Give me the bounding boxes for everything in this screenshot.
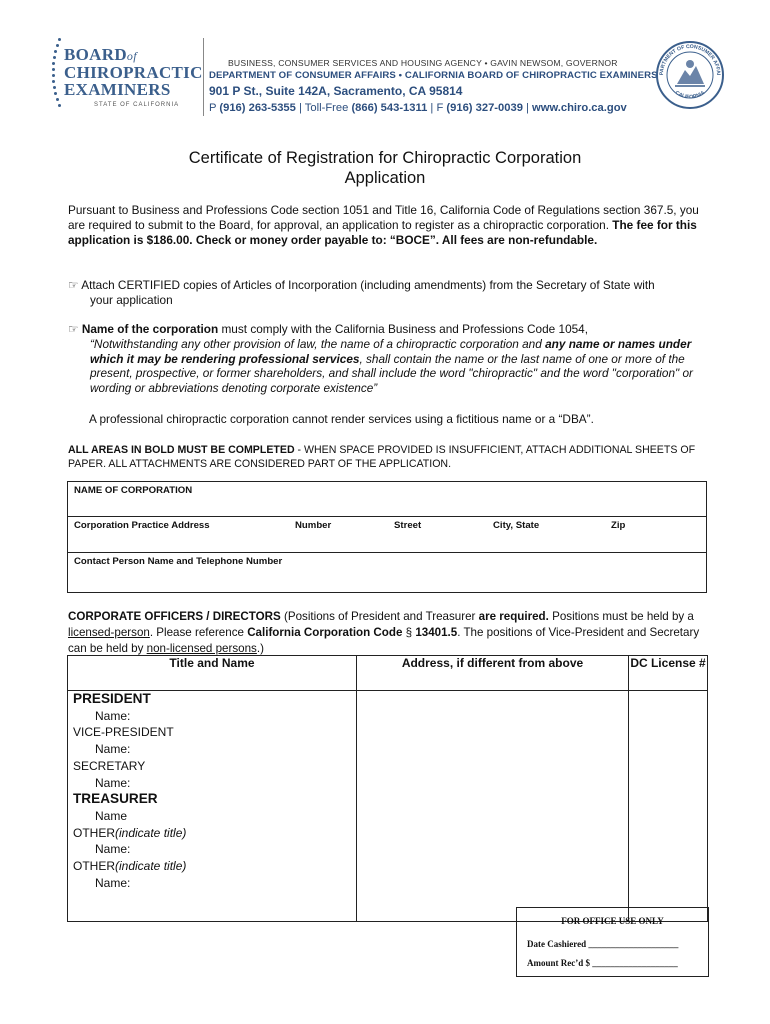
corporation-info-box [67,481,707,593]
officer-address-cell[interactable] [357,691,629,922]
contact-person-field[interactable]: Contact Person Name and Telephone Number [74,556,283,567]
attach-instruction: ☞ Attach CERTIFIED copies of Articles of Incorporation (including amendments) from the Secretary of State with your application [68,278,655,307]
other-officer-label-2: OTHER(indicate title) [73,859,187,874]
board-logo: BOARDof CHIROPRACTIC EXAMINERS STATE OF CALIFORNIA [50,36,190,116]
header-address: Address, if different from above [357,656,629,691]
other-officer-name-field[interactable]: Name: [95,842,131,857]
svg-text:CALIFORNIA: CALIFORNIA [673,89,707,101]
intro-paragraph: Pursuant to Business and Professions Code section 1051 and Title 16, California Code of Regulations section 367.5, you are required to submit to the Board, for approval, an application to register as a chiropractic corporation. The fee for this application is $186.00. Check or money order payable to: “BOCE”. All fees are non-refundable. [68,203,699,247]
svg-text:DEPARTMENT OF CONSUMER AFFAIRS: PARTMENT OF CONSUMER AFFAI [658,43,722,76]
agency-line: BUSINESS, CONSUMER SERVICES AND HOUSING AGENCY • GAVIN NEWSOM, GOVERNOR [228,58,618,68]
secretary-label: SECRETARY [73,758,146,773]
other-officer-name-field-2[interactable]: Name: [95,875,131,890]
bold-areas-note: ALL AREAS IN BOLD MUST BE COMPLETED - WHEN SPACE PROVIDED IS INSUFFICIENT, ATTACH ADDITIONAL SHEETS OF PAPER. ALL ATTACHMENTS ARE CONSIDERED PART OF THE APPLICATION. [68,444,696,470]
other-officer-label: OTHER(indicate title) [73,825,187,840]
dca-seal-icon [655,40,725,110]
address-city-label: City, State [493,520,540,531]
president-label: PRESIDENT [73,691,151,706]
corporation-name-field[interactable]: NAME OF CORPORATION [74,485,193,496]
officers-table [67,655,708,922]
officer-roles-cell[interactable] [68,691,357,922]
amount-received-field: Amount Rec’d $ ___________________ [527,958,678,968]
pointing-hand-icon: ☞ [68,322,79,336]
name-rule: ☞ Name of the corporation must comply with the California Business and Professions Code 1054, “Notwithstanding any other provision of law, the name of a chiropractic corporation and any name or names under which it may be rendering professional services, shall contain the name or the last name of one or more of the present, prospective, or former shareholders, and shall include the word "chiropractic" and the word "corporation" or wording or abbreviations denoting corporate existence” [68,322,693,396]
department-line: DEPARTMENT OF CONSUMER AFFAIRS • CALIFORNIA BOARD OF CHIROPRACTIC EXAMINERS [209,70,658,81]
secretary-name-field[interactable]: Name: [95,775,131,790]
website-link[interactable]: www.chiro.ca.gov [532,102,627,114]
header-divider [203,38,204,116]
logo-dots-icon [50,36,64,116]
president-name-field[interactable]: Name: [95,708,131,723]
treasurer-name-field[interactable]: Name [95,808,128,823]
officers-note: CORPORATE OFFICERS / DIRECTORS (Positions of President and Treasurer are required. Positions must be held by a licensed-person. Please reference California Corporation Code § 13401.5. The positions of Vice-President and Secretary can be held by non-licensed persons.) [68,610,700,655]
office-use-box [516,907,709,977]
date-cashiered-field: Date Cashiered ____________________ [527,939,679,949]
office-use-heading: FOR OFFICE USE ONLY [561,916,664,926]
address-number-label: Number [295,520,332,531]
form-title: Certificate of Registration for Chiropractic Corporation [188,149,582,167]
treasurer-label: TREASURER [73,791,158,807]
form-subtitle: Application [344,169,426,187]
board-address: 901 P St., Suite 142A, Sacramento, CA 95814 [209,84,463,98]
vice-president-name-field[interactable]: Name: [95,742,131,757]
officer-license-cell[interactable] [629,691,708,922]
address-street-label: Street [394,520,422,531]
dba-note: A professional chiropractic corporation cannot render services using a fictitious name or a “DBA”. [89,412,594,426]
header-title-name: Title and Name [68,656,357,691]
practice-address-field[interactable]: Corporation Practice Address [74,520,210,531]
address-zip-label: Zip [611,520,626,531]
pointing-hand-icon: ☞ [68,278,79,292]
vice-president-label: VICE-PRESIDENT [73,725,174,740]
contact-numbers: P (916) 263-5355 | Toll-Free (866) 543-1311 | F (916) 327-0039 | www.chiro.ca.gov [209,102,627,114]
header-dc-license: DC License # [629,656,708,691]
